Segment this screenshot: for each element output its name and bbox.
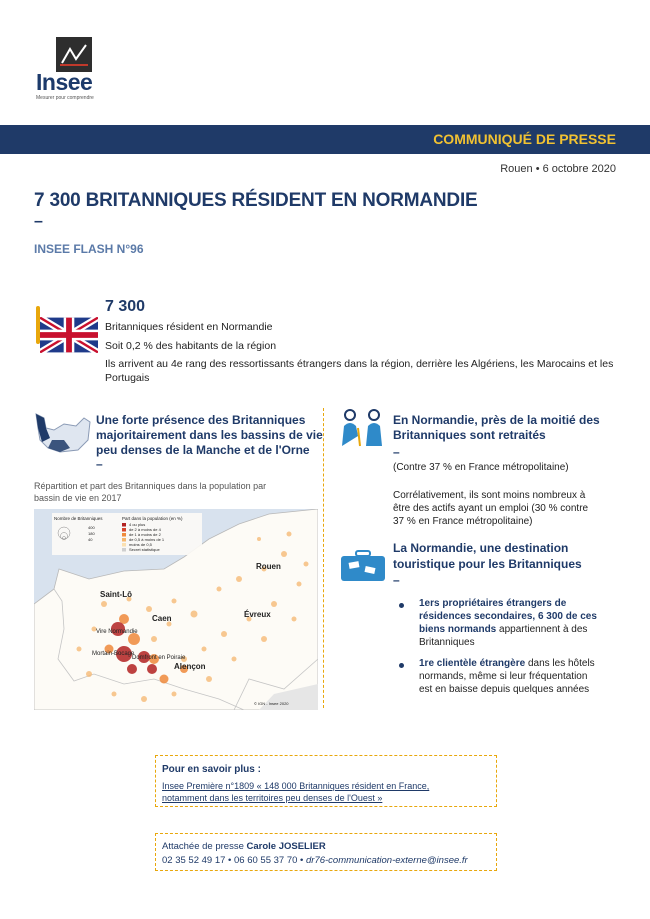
active-line3: 37 % en France métropolitaine) xyxy=(393,516,533,527)
tourism-title-line1: La Normandie, une destination xyxy=(393,541,569,555)
bullet1-bold3: biens normands xyxy=(419,624,497,635)
active-line1: Corrélativement, ils sont moins nombreux à xyxy=(393,490,586,501)
active-line2: être des actifs ayant un emploi (30 % contre xyxy=(393,503,589,514)
map-city-rouen: Rouen xyxy=(256,562,281,571)
map-city-alencon: Alençon xyxy=(174,662,206,671)
bullet1-line4: Britanniques xyxy=(419,637,475,648)
uk-flag-icon xyxy=(40,317,98,353)
key-figure-line2: Soit 0,2 % des habitants de la région xyxy=(105,340,277,352)
contact-name: Carole JOSELIER xyxy=(246,841,326,852)
map-city-domfront: Domfront en Poiraie xyxy=(132,655,186,661)
dateline: Rouen • 6 octobre 2020 xyxy=(500,163,616,175)
logo-graphic-icon xyxy=(56,37,92,72)
bullet1-line2: résidences secondaires, 6 300 de ces xyxy=(419,611,597,622)
key-figure-line3: Ils arrivent au 4e rang des ressortissants étrangers dans la région, derrière les Algériens, les Marocains et les Portugais xyxy=(105,358,614,384)
contact-line1 xyxy=(162,841,326,852)
retired-title-line1: En Normandie, près de la moitié des xyxy=(393,413,600,427)
map-legend-share-4: de 0,5 à moins de 1 xyxy=(129,537,165,542)
map-city-mortain: Mortain-Bocage xyxy=(92,651,135,657)
left-section-dash: – xyxy=(96,457,103,471)
tourism-title-line2: touristique pour les Britanniques xyxy=(393,557,582,571)
bullet-icon xyxy=(399,603,404,608)
left-section-title-line3: peu denses de la Manche et de l'Orne xyxy=(96,443,310,457)
contact-email-link[interactable]: dr76-communication-externe@insee.fr xyxy=(306,855,468,866)
bullet1-rest: appartiennent à des xyxy=(496,624,588,635)
left-section-title-line1: Une forte présence des Britanniques xyxy=(96,413,306,427)
map-legend-size-180: 180 xyxy=(88,531,95,536)
retired-note: (Contre 37 % en France métropolitaine) xyxy=(393,462,569,473)
map-caption-line2: bassin de vie en 2017 xyxy=(34,493,122,503)
bullet1-line1: 1ers propriétaires étrangers de xyxy=(419,598,567,609)
contact-phones: 02 35 52 49 17 • 06 60 55 37 70 • xyxy=(162,855,306,866)
map-legend-share-1: 4 ou plus xyxy=(129,522,146,527)
flash-label: INSEE FLASH N°96 xyxy=(34,242,144,256)
normandy-map-icon xyxy=(30,410,92,456)
map-city-caen: Caen xyxy=(152,614,172,623)
bullet2-bold: 1re clientèle étrangère xyxy=(419,658,526,669)
bullet-icon xyxy=(399,663,404,668)
retired-title-line2: Britanniques sont retraités xyxy=(393,428,546,442)
suitcase-icon xyxy=(339,549,387,583)
map-legend-size-40: 40 xyxy=(88,537,93,542)
retirees-icon xyxy=(336,408,388,448)
press-release-title: COMMUNIQUÉ DE PRESSE xyxy=(433,131,616,147)
map-source: © IGN - Insee 2020 xyxy=(254,701,289,706)
map-legend-share-3: de 1 à moins de 2 xyxy=(129,532,161,537)
map-legend-share-5: moins de 0,5 xyxy=(129,542,152,547)
key-figure-line1: Britanniques résident en Normandie xyxy=(105,321,273,333)
bullet2-line1 xyxy=(419,658,595,671)
contact-line2 xyxy=(162,855,468,866)
map-legend-share-2: de 2 à moins de 4 xyxy=(129,527,161,532)
contact-label: Attachée de presse xyxy=(162,841,247,852)
logo-tagline: Mesurer pour comprendre xyxy=(36,95,94,101)
title-dash: – xyxy=(34,213,43,230)
map-legend-share-title: Part dans la population (en %) xyxy=(122,516,183,521)
map-city-evreux: Évreux xyxy=(244,610,271,619)
normandy-map xyxy=(34,509,318,710)
map-legend-share-6: Secret statistique xyxy=(129,547,160,552)
publication-link-line2[interactable]: notamment dans les territoires peu denses de l'Ouest » xyxy=(162,793,383,803)
left-section-title-line2: majoritairement dans les bassins de vie xyxy=(96,428,323,442)
insee-logo-mark xyxy=(56,37,92,72)
map-legend-size-400: 400 xyxy=(88,525,95,530)
press-contact-box xyxy=(155,833,497,871)
bullet2-line3: est en baisse depuis quelques années xyxy=(419,684,590,695)
map-legend-size-title: Nombre de Britanniques xyxy=(54,516,103,521)
more-info-box xyxy=(155,755,497,807)
map-city-vire: Vire Normandie xyxy=(96,629,138,635)
column-divider xyxy=(323,408,324,708)
publication-link-line1[interactable]: Insee Première n°1809 « 148 000 Britanniques résident en France, xyxy=(162,781,430,791)
key-figure-number: 7 300 xyxy=(105,298,146,315)
map-city-saint-lo: Saint-Lô xyxy=(100,590,132,599)
page-title: 7 300 BRITANNIQUES RÉSIDENT EN NORMANDIE xyxy=(34,190,478,211)
map-svg xyxy=(34,509,318,710)
bullet2-rest: dans les hôtels xyxy=(525,658,595,669)
tourism-dash: – xyxy=(393,573,400,587)
bullet2-line2: normands, même si leur fréquentation xyxy=(419,671,588,682)
more-info-title: Pour en savoir plus : xyxy=(162,764,261,775)
bullet1-line3 xyxy=(419,624,587,637)
logo-wordmark: Insee xyxy=(36,69,93,95)
map-caption-line1: Répartition et part des Britanniques dans la population par xyxy=(34,481,267,491)
header-band xyxy=(0,125,650,154)
retired-dash: – xyxy=(393,445,400,459)
